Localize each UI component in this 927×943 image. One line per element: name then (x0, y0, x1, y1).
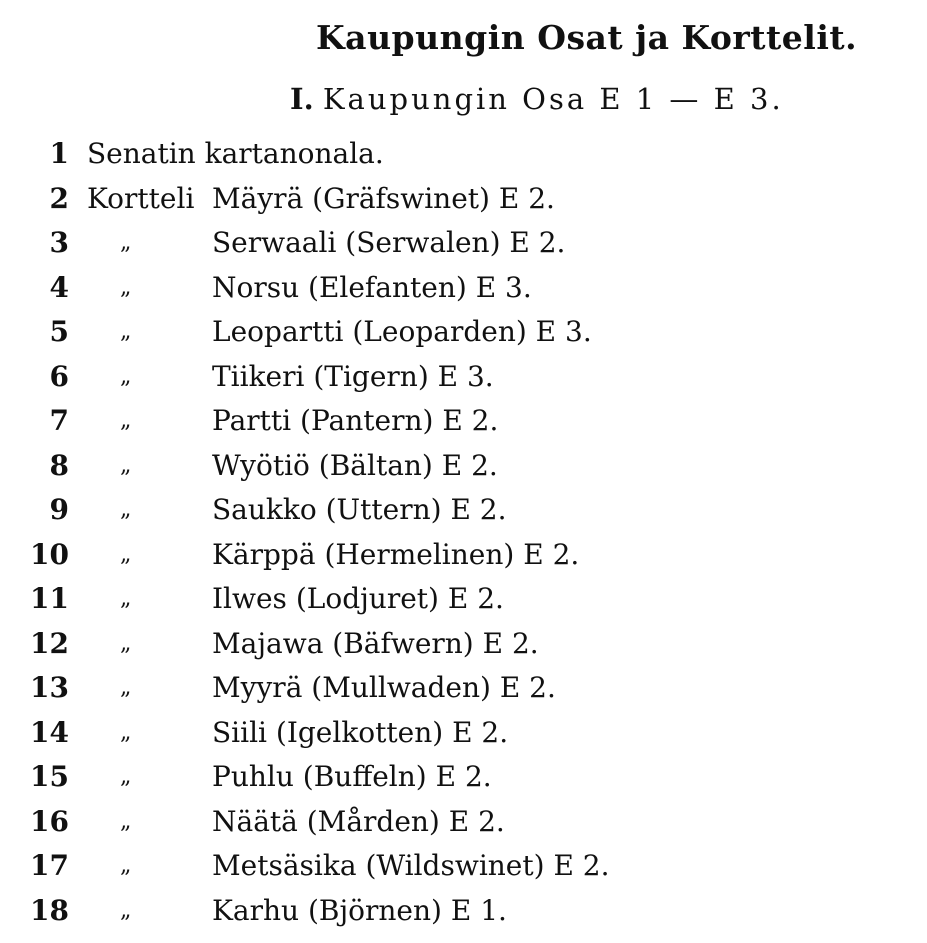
entry-number: 18 (30, 894, 69, 927)
entry-number: 3 (49, 226, 69, 259)
entry-text: Metsäsika (Wildswinet) E 2. (212, 849, 610, 882)
ditto-mark: „ (120, 898, 132, 923)
list-item (0, 538, 927, 578)
entry-number: 6 (49, 360, 69, 393)
ditto-mark: „ (120, 497, 132, 522)
list-item (0, 671, 927, 711)
entry-text: Tiikeri (Tigern) E 3. (212, 360, 494, 393)
entry-text: Saukko (Uttern) E 2. (212, 493, 507, 526)
ditto-mark: „ (120, 809, 132, 834)
entry-number: 16 (30, 805, 69, 838)
entry-text: Kärppä (Hermelinen) E 2. (212, 538, 580, 571)
entry-text: Ilwes (Lodjuret) E 2. (212, 582, 504, 615)
list-item (0, 805, 927, 845)
ditto-mark: „ (120, 853, 132, 878)
list-item (0, 315, 927, 355)
entry-number: 17 (30, 849, 69, 882)
entry-text: Wyötiö (Bältan) E 2. (212, 449, 498, 482)
entry-text: Mäyrä (Gräfswinet) E 2. (212, 182, 555, 215)
ditto-mark: „ (120, 364, 132, 389)
entry-number: 2 (49, 182, 69, 215)
list-item (0, 449, 927, 489)
entry-text: Norsu (Elefanten) E 3. (212, 271, 532, 304)
section-numeral: I. (290, 82, 314, 116)
list-item (0, 582, 927, 622)
list-item (0, 716, 927, 756)
list-item (0, 226, 927, 266)
ditto-mark: „ (120, 275, 132, 300)
entry-lead-text: Kortteli (87, 182, 195, 215)
ditto-mark: „ (120, 542, 132, 567)
entry-number: 13 (30, 671, 69, 704)
list-item (0, 493, 927, 533)
entry-text: Puhlu (Buffeln) E 2. (212, 760, 492, 793)
entry-number: 15 (30, 760, 69, 793)
list-item (0, 627, 927, 667)
ditto-mark: „ (120, 720, 132, 745)
entry-number: 5 (49, 315, 69, 348)
entry-number: 11 (30, 582, 69, 615)
section-heading (290, 82, 784, 116)
list-item (0, 404, 927, 444)
entry-number: 12 (30, 627, 69, 660)
ditto-mark: „ (120, 764, 132, 789)
entry-number: 14 (30, 716, 69, 749)
entry-text: Majawa (Bäfwern) E 2. (212, 627, 539, 660)
ditto-mark: „ (120, 230, 132, 255)
list-item (0, 137, 927, 177)
section-title: Kaupungin Osa E 1 — E 3. (322, 82, 784, 116)
list-item (0, 271, 927, 311)
list-item (0, 360, 927, 400)
entry-text: Partti (Pantern) E 2. (212, 404, 499, 437)
ditto-mark: „ (120, 453, 132, 478)
entry-text: Karhu (Björnen) E 1. (212, 894, 507, 927)
ditto-mark: „ (120, 586, 132, 611)
entry-text: Siili (Igelkotten) E 2. (212, 716, 509, 749)
entry-number: 10 (30, 538, 69, 571)
entry-number: 9 (49, 493, 69, 526)
entry-number: 1 (49, 137, 69, 170)
page-title: Kaupungin Osat ja Korttelit. (316, 18, 858, 57)
ditto-mark: „ (120, 408, 132, 433)
ditto-mark: „ (120, 319, 132, 344)
ditto-mark: „ (120, 631, 132, 656)
entry-text: Näätä (Mården) E 2. (212, 805, 505, 838)
entry-text: Myyrä (Mullwaden) E 2. (212, 671, 556, 704)
entry-number: 8 (49, 449, 69, 482)
list-item (0, 760, 927, 800)
list-item (0, 182, 927, 222)
list-item (0, 894, 927, 934)
entry-number: 7 (49, 404, 69, 437)
entry-number: 4 (49, 271, 69, 304)
entry-text: Leopartti (Leoparden) E 3. (212, 315, 592, 348)
list-item (0, 849, 927, 889)
ditto-mark: „ (120, 675, 132, 700)
entry-text: Serwaali (Serwalen) E 2. (212, 226, 566, 259)
entry-lead-text: Senatin kartanonala. (87, 137, 384, 170)
